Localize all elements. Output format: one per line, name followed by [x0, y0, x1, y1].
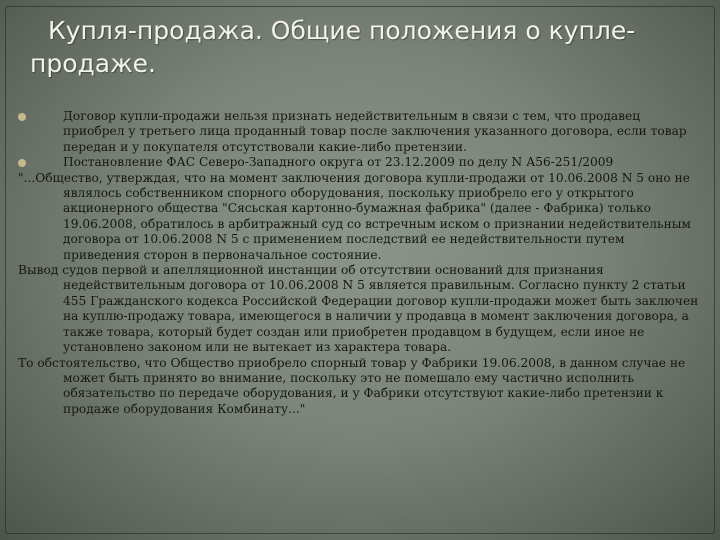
bullet-text: Постановление ФАС Северо-Западного округа от 23.12.2009 по делу N А56-251/2009	[63, 155, 614, 170]
paragraph-quote: "...Общество, утверждая, что на момент заключения договора купли-продажи от 10.06.2008 N 5 оно не являлось собственником спорного оборудования, поскольку приобрело его у открытого акционерного общества "Сясьская картонно-бумажная фабрика" (далее - Фабрика) только 19.06.2008, обратилось в арбитражный суд со встречным иском о признании недействительным договора от 10.06.2008 N 5 с применением последствий ее недействительности путем приведения сторон в первоначальное состояние.	[18, 170, 691, 262]
slide-body	[18, 109, 700, 417]
bullet-item-1	[18, 109, 700, 155]
bullet-icon	[18, 113, 26, 121]
paragraph-circumstance: То обстоятельство, что Общество приобрело спорный товар у Фабрики 19.06.2008, в данном случае не может быть принято во внимание, поскольку это не помешало ему частично исполнить обязательство по передаче оборудования, и у Фабрики отсутствуют какие-либо претензии к продаже оборудования Комбинату..."	[18, 355, 686, 416]
slide-title: Купля-продажа. Общие положения о купле-продаже.	[30, 16, 636, 78]
bullet-icon	[18, 159, 26, 167]
bullet-text: Договор купли-продажи нельзя признать недействительным в связи с тем, что продавец приобрел у третьего лица проданный товар после заключения указанного договора, если товар передан и у покупателя отсутствовали какие-либо претензии.	[63, 109, 687, 154]
paragraph-conclusion: Вывод судов первой и апелляционной инстанции об отсутствии оснований для признания недействительным договора от 10.06.2008 N 5 является правильным. Согласно пункту 2 статьи 455 Гражданского кодекса Российской Федерации договор купли-продажи может быть заключен на куплю-продажу товара, имеющегося в наличии у продавца в момент заключения договора, а также товара, который будет создан или приобретен продавцом в будущем, если иное не установлено законом или не вытекает из характера товара.	[18, 263, 699, 355]
bullet-item-2	[18, 155, 700, 170]
